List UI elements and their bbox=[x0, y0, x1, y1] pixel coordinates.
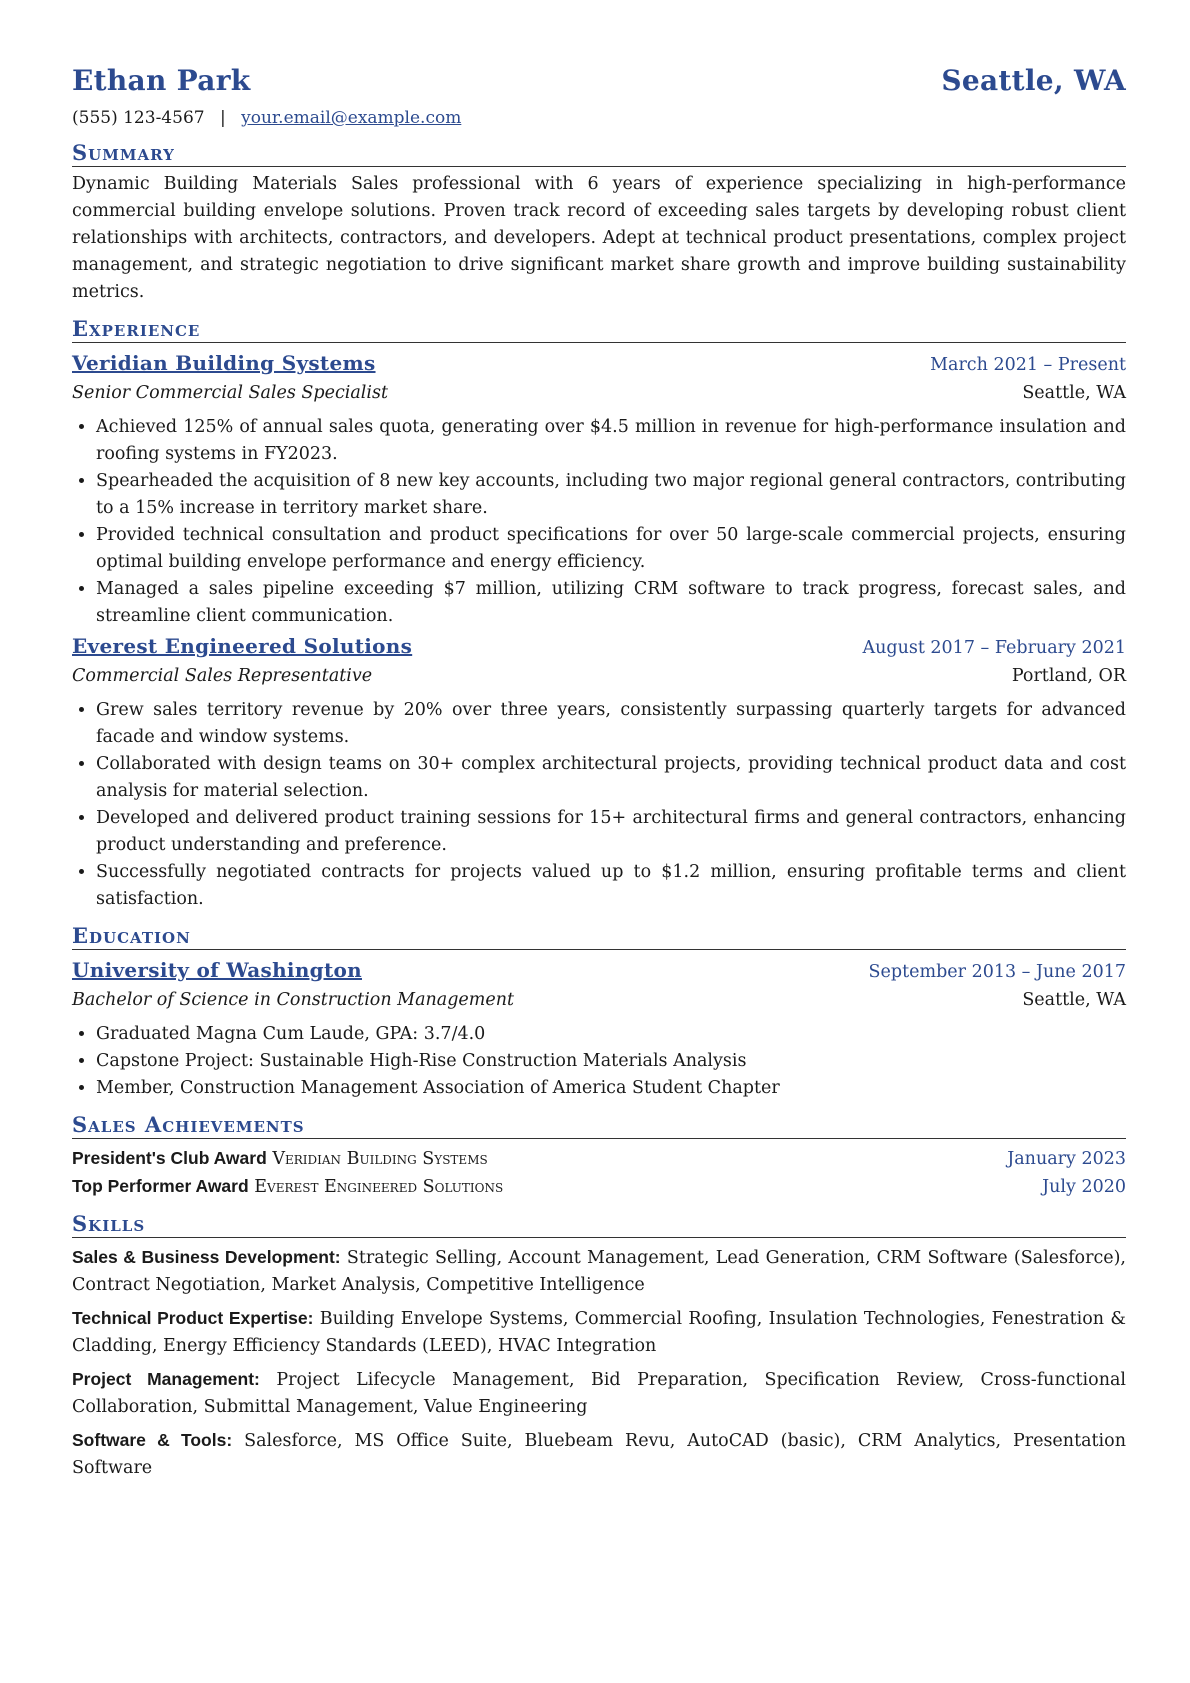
bullet-item: • Member, Construction Management Association of America Student Chapter bbox=[96, 1075, 1126, 1102]
skill-group bbox=[72, 1244, 1126, 1299]
bullet-item: • Managed a sales pipeline exceeding $7 million, utilizing CRM software to track progress, forecast sales, and streamline client communication. bbox=[96, 576, 1126, 630]
section-title-achievements: Sales Achievements bbox=[72, 1112, 1126, 1139]
bullet-item: • Graduated Magna Cum Laude, GPA: 3.7/4.0 bbox=[96, 1021, 1126, 1048]
skill-group bbox=[72, 1366, 1126, 1421]
job-location: Seattle, WA bbox=[1022, 383, 1126, 403]
bullet-item: • Provided technical consultation and product specifications for over 50 large-scale commercial projects, ensuring optimal building envelope performance and energy efficiency. bbox=[96, 522, 1126, 576]
job-bullets bbox=[72, 697, 1126, 913]
award-date: July 2020 bbox=[1042, 1177, 1126, 1197]
job-title: Commercial Sales Representative bbox=[72, 666, 373, 686]
job-bullets bbox=[72, 414, 1126, 630]
bullet-item: • Successfully negotiated contracts for projects valued up to $1.2 million, ensuring profitable terms and client satisfaction. bbox=[96, 859, 1126, 913]
contact-separator: | bbox=[219, 108, 226, 128]
achievement-item bbox=[72, 1145, 1126, 1173]
achievement-item bbox=[72, 1173, 1126, 1201]
bullet-item: • Achieved 125% of annual sales quota, generating over $4.5 million in revenue for high-performance insulation and roofing systems in FY2023. bbox=[96, 414, 1126, 468]
job-dates: August 2017 – February 2021 bbox=[862, 638, 1126, 658]
summary-text: Dynamic Building Materials Sales professional with 6 years of experience specializing in high-performance commercial building envelope solutions. Proven track record of exceeding sales targets by developing robust client relationships with architects, contractors, and developers. Adept at technical product presentations, complex project management, and strategic negotiation to drive significant market share growth and improve building sustainability metrics. bbox=[72, 174, 1126, 302]
education-bullets bbox=[72, 1021, 1126, 1102]
bullet-item: • Developed and delivered product training sessions for 15+ architectural firms and general contractors, enhancing product understanding and preference. bbox=[96, 805, 1126, 859]
candidate-location: Seattle, WA bbox=[941, 64, 1126, 97]
award-name: President's Club Award bbox=[72, 1148, 267, 1168]
skill-label: Sales & Business Development: bbox=[72, 1247, 341, 1267]
section-title-summary: Summary bbox=[72, 140, 1126, 167]
achievements-list bbox=[72, 1145, 1126, 1201]
job-entry bbox=[72, 349, 1126, 630]
bullet-item: • Grew sales territory revenue by 20% over three years, consistently surpassing quarterly targets for advanced facade and window systems. bbox=[96, 697, 1126, 751]
candidate-name: Ethan Park bbox=[72, 64, 251, 97]
contact-line bbox=[72, 106, 1126, 130]
education-dates: September 2013 – June 2017 bbox=[868, 962, 1126, 982]
bullet-item: • Spearheaded the acquisition of 8 new key accounts, including two major regional general contractors, contributing to a 15% increase in territory market share. bbox=[96, 468, 1126, 522]
school-name[interactable]: University of Washington bbox=[72, 958, 362, 982]
skill-text: Salesforce, MS Office Suite, Bluebeam Revu, AutoCAD (basic), CRM Analytics, Presentation Software bbox=[72, 1431, 1126, 1478]
award-org: Veridian Building Systems bbox=[272, 1149, 488, 1169]
bullet-item: • Capstone Project: Sustainable High-Rise Construction Materials Analysis bbox=[96, 1048, 1126, 1075]
award-date: January 2023 bbox=[1007, 1149, 1126, 1169]
email-link[interactable]: your.email@example.com bbox=[241, 108, 462, 128]
phone-number: (555) 123-4567 bbox=[72, 108, 205, 128]
skill-group bbox=[72, 1427, 1126, 1482]
job-dates: March 2021 – Present bbox=[930, 355, 1126, 375]
skill-label: Project Management: bbox=[72, 1369, 260, 1389]
skill-group bbox=[72, 1305, 1126, 1360]
resume-page bbox=[72, 0, 1126, 1482]
job-location: Portland, OR bbox=[1011, 666, 1126, 686]
award-name: Top Performer Award bbox=[72, 1176, 249, 1196]
job-entry bbox=[72, 632, 1126, 913]
section-title-experience: Experience bbox=[72, 316, 1126, 343]
resume-header bbox=[72, 64, 1126, 98]
education-location: Seattle, WA bbox=[1022, 990, 1126, 1010]
skill-text: Project Lifecycle Management, Bid Preparation, Specification Review, Cross-functional Collaboration, Submittal Management, Value Engineering bbox=[72, 1370, 1126, 1417]
skill-text: Strategic Selling, Account Management, Lead Generation, CRM Software (Salesforce), Contract Negotiation, Market Analysis, Competitive Intelligence bbox=[72, 1248, 1126, 1295]
skill-label: Software & Tools: bbox=[72, 1430, 233, 1450]
skill-text: Building Envelope Systems, Commercial Roofing, Insulation Technologies, Fenestration & Cladding, Energy Efficiency Standards (LEED), HVAC Integration bbox=[72, 1309, 1126, 1356]
company-name[interactable]: Everest Engineered Solutions bbox=[72, 634, 413, 658]
award-org: Everest Engineered Solutions bbox=[254, 1177, 504, 1197]
company-name[interactable]: Veridian Building Systems bbox=[72, 351, 376, 375]
section-title-education: Education bbox=[72, 923, 1126, 950]
job-title: Senior Commercial Sales Specialist bbox=[72, 383, 389, 403]
skill-label: Technical Product Expertise: bbox=[72, 1308, 314, 1328]
section-title-skills: Skills bbox=[72, 1211, 1126, 1238]
bullet-item: • Collaborated with design teams on 30+ complex architectural projects, providing technical product data and cost analysis for material selection. bbox=[96, 751, 1126, 805]
education-entry bbox=[72, 956, 1126, 1102]
degree: Bachelor of Science in Construction Management bbox=[72, 990, 515, 1010]
